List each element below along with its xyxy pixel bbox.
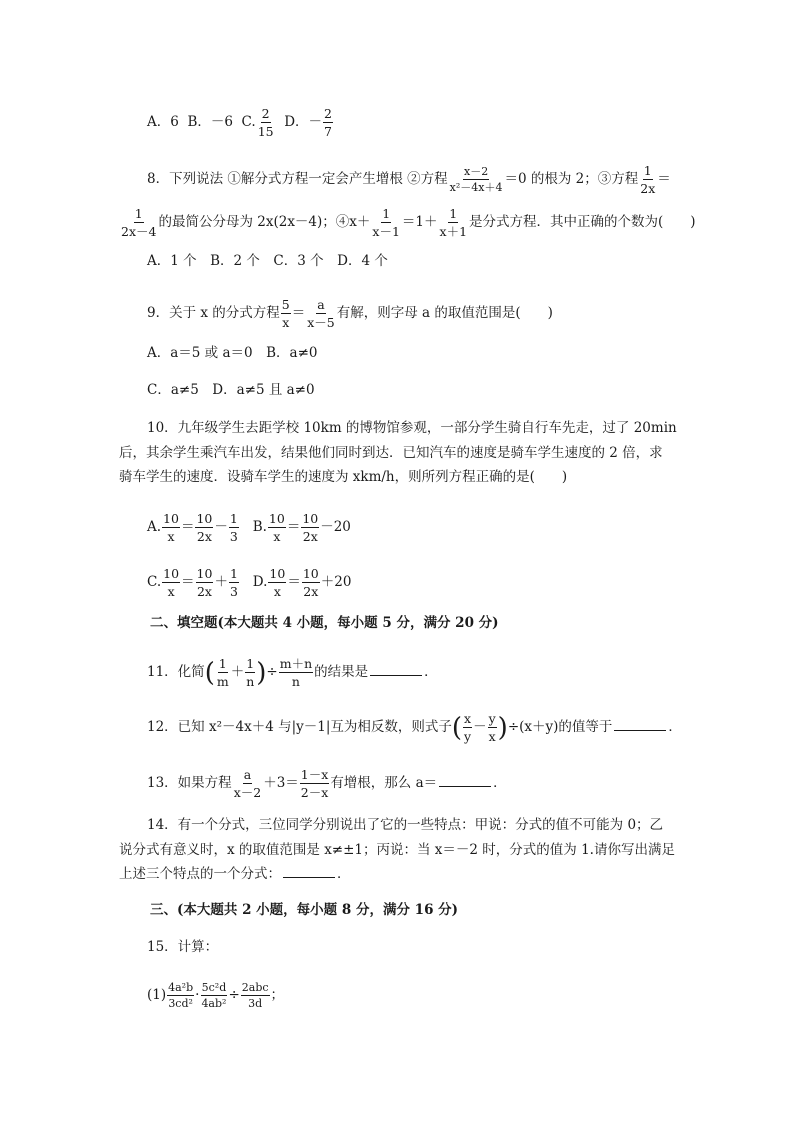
q7-option-c: C. [241,114,256,130]
q11-line: 11．化简( $\frac{1}{m}$ ＋ $\frac{1}{n}$ )÷ $\frac{m+n}{n}$ 的结果是 ． [147,656,438,689]
q12-line: 12．已知 x²－4x＋4 与|y－1|互为相反数，则式子( $\frac{x}{y}$ － $\frac{y}{x}$ )÷(x＋y)的值等于 ． [147,711,682,744]
q13-answer-blank [439,774,491,787]
q12-answer-blank [614,718,666,731]
q15-part1: (1) $\frac{\text{4a²b}}{\text{3cd²}}$ · $\frac{\text{5c²d}}{\text{4ab²}}$ ÷ 2abc 3d ； [147,981,285,1010]
q14-line2: 说分式有意义时，x 的取值范围是 x≠±1；丙说：当 x＝－2 时，分式的值为 1.请你写出满足 [119,842,675,858]
q8-fraction-4: $\frac{1}{x-1}$ [372,206,400,239]
q8-fraction-5: $\frac{1}{x+1}$ [439,206,468,239]
q7-c-fraction: $\frac{2}{15}$ [257,106,274,139]
section-2-heading: 二、填空题(本大题共 4 小题，每小题 5 分，满分 20 分) [150,615,499,631]
q8-line1: 8．下列说法 ①解分式方程一定会产生增根 ②方程 $\frac{x-2}{\text{x²－4x＋4}}$ ＝0 的根为 2；③方程 $\frac{1}{2x}$ ＝ [147,163,671,196]
q14-line1: 14．有一个分式，三位同学分别说出了它的一些特点：甲说：分式的值不可能为 0；乙 [147,817,664,833]
section-3-heading: 三、(本大题共 2 小题，每小题 8 分，满分 16 分) [150,902,459,918]
q10-options-cd: C. $\frac{10}{x}$ ＝ $\frac{10}{2x}$ ＋ $\frac{1}{3}$ D. $\frac{10}{x}$ ＝ $\frac{10}{2x}$ ＋20 [147,566,352,599]
q7-option-a: A．6 [147,114,179,130]
q7-options [147,106,334,139]
q11-answer-blank [370,663,422,676]
q7-option-d: D．－ [284,114,323,130]
q8-options: A．1 个 B．2 个 C．3 个 D．4 个 [147,253,388,269]
q9-options-ab: A．a＝5 或 a＝0 B．a≠0 [147,345,318,361]
q15-title: 15．计算： [147,939,219,955]
q8-fraction-2: $\frac{1}{2x}$ [640,163,656,196]
q14-line3: 上述三个特点的一个分式： ． [119,866,351,882]
q7-d-fraction: $\frac{2}{7}$ [324,106,332,139]
q10-options-ab: A. $\frac{10}{x}$ ＝ $\frac{10}{2x}$ － $\frac{1}{3}$ B. $\frac{10}{x}$ ＝ $\frac{10}{2x}$ －20 [147,511,351,544]
q9-fraction-2: $\frac{a}{x-5}$ [307,297,335,330]
q8-fraction-1: $\frac{x-2}{\text{x²－4x＋4}}$ [449,165,503,194]
q9-fraction-1: $\frac{5}{x}$ [281,297,290,330]
q10-line1: 10．九年级学生去距学校 10km 的博物馆参观，一部分学生骑自行车先走，过了 20min [147,420,677,436]
q9-options-cd: C．a≠5 D．a≠5 且 a≠0 [147,382,315,398]
q10-line3: 骑车学生的速度．设骑车学生的速度为 xkm/h，则所列方程正确的是( ) [119,469,568,485]
q7-option-b: B．－6 [187,114,233,130]
q14-answer-blank [283,865,335,878]
q13-line: 13．如果方程 $\frac{a}{x-2}$ ＋3＝ $\frac{1-x}{2-x}$ 有增根，那么 a＝ ． [147,767,507,800]
q8-line2: $\frac{1}{2x-4}$ 的最简公分母为 2x(2x－4)；④x＋ $\frac{1}{x-1}$ ＝1＋ $\frac{1}{x+1}$ 是分式方程．其中正确的个数为( ) [121,206,696,239]
q8-fraction-3: $\frac{1}{2x-4}$ [121,206,157,239]
q10-line2: 后，其余学生乘汽车出发，结果他们同时到达．已知汽车的速度是骑车学生速度的 2 倍，求 [119,445,663,461]
q9-line1: 9．关于 x 的分式方程 $\frac{5}{x}$ ＝ $\frac{a}{x-5}$ 有解，则字母 a 的取值范围是( ) [147,297,553,330]
